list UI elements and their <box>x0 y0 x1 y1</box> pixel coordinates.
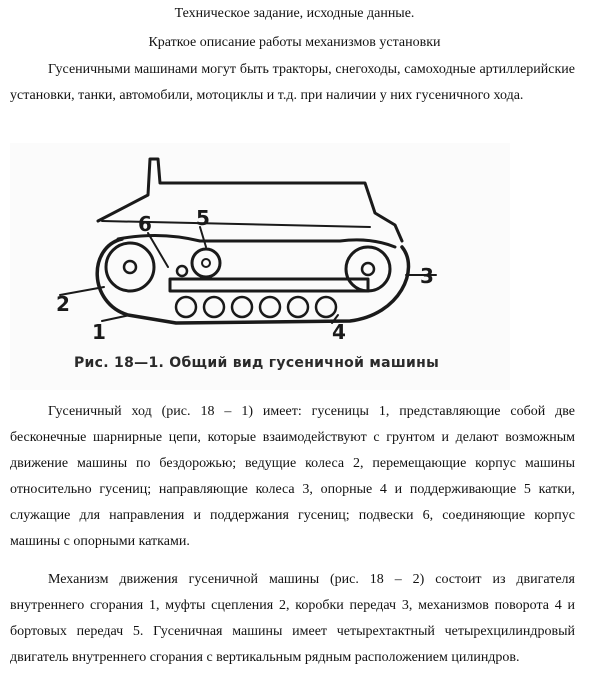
paragraph-track-description: Гусеничный ход (рис. 18 – 1) имеет: гусеницы 1, представляющие собой две бесконечные шарнирные цепи, которые взаимодействуют с грунтом и делают возможным движение машины по бездорожью; ведущие колеса 2, перемещающие корпус машины относительно гусениц; направляющие колеса 3, опорные 4 и поддерживающие 5 катки, служащие для направления и поддержания гусениц; подвески 6, соединяющие корпус машины с опорными катками. <box>10 404 575 549</box>
figure-tracked-vehicle <box>10 143 510 390</box>
label-6: 6 <box>138 212 152 236</box>
drive-wheel <box>106 243 154 291</box>
paragraph-intro: Гусеничными машинами могут быть тракторы, снегоходы, самоходные артиллерийские установки, танки, автомобили, мотоциклы и т.д. при наличии у них гусеничного хода. <box>10 62 575 103</box>
tracked-vehicle-drawing <box>10 143 510 390</box>
label-1: 1 <box>92 320 106 344</box>
support-roller <box>192 249 220 277</box>
document-subtitle: Краткое описание работы механизмов установки <box>148 35 441 50</box>
document-title: Техническое задание, исходные данные. <box>174 6 415 21</box>
suspension-beam <box>170 279 368 291</box>
figure-caption: Рис. 18—1. Общий вид гусеничной машины <box>74 355 440 371</box>
track-upper <box>118 235 395 247</box>
label-4: 4 <box>332 320 346 344</box>
road-wheels <box>176 297 336 317</box>
label-5: 5 <box>196 206 210 230</box>
label-2: 2 <box>56 292 70 316</box>
label-3: 3 <box>420 264 434 288</box>
paragraph-mechanism-description: Механизм движения гусеничной машины (рис. 18 – 2) состоит из двигателя внутреннего сгорания 1, муфты сцепления 2, коробки передач 3, механизмов поворота 4 и бортовых передач 5. Гусеничная машины имеет четырехтактный четырехцилиндровый двигатель внутреннего сгорания с вертикальным рядным расположением цилиндров. <box>10 572 575 665</box>
track-loop <box>97 239 408 323</box>
